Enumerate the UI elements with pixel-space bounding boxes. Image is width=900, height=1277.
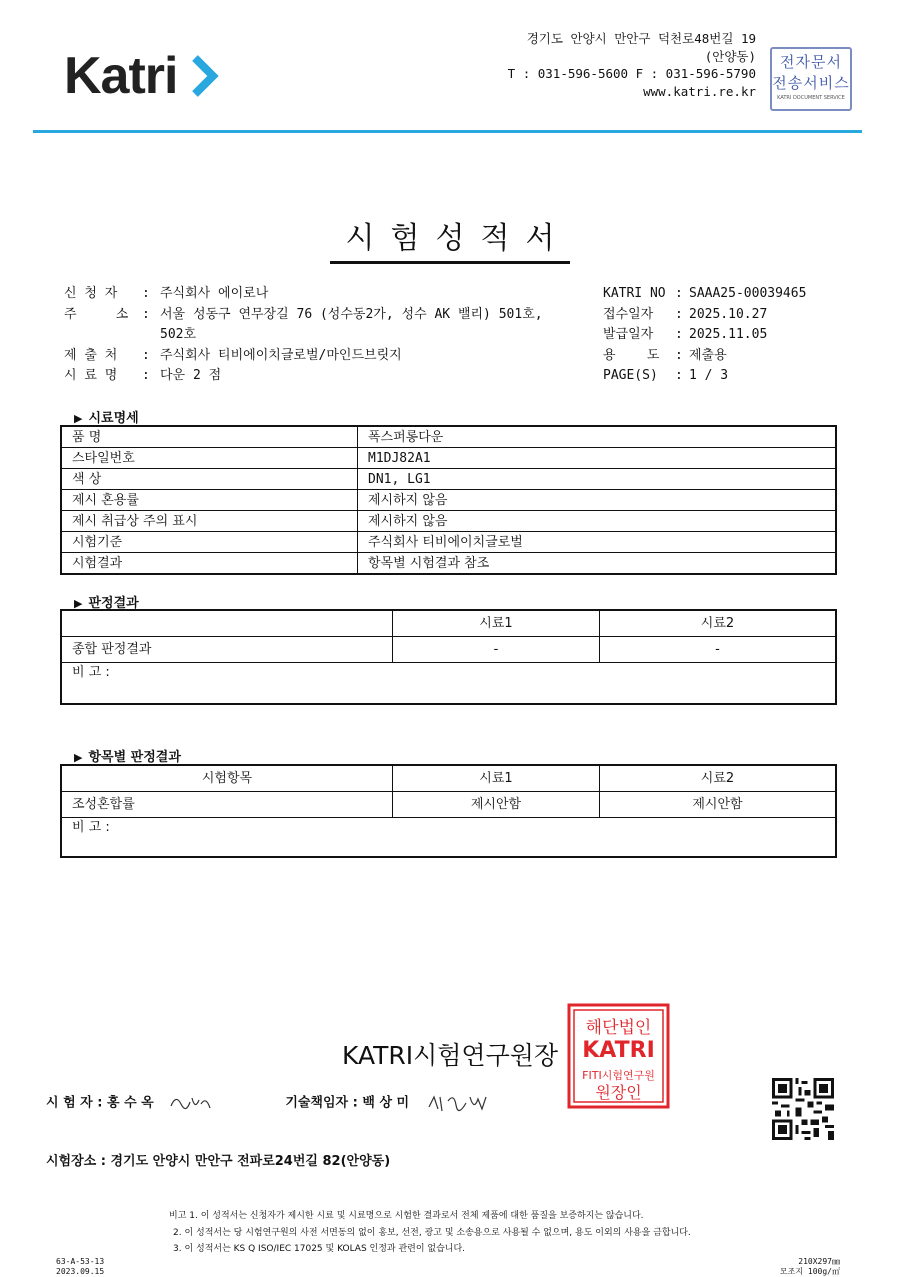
katri-logo	[64, 48, 219, 104]
logo-text: Katri	[64, 47, 178, 105]
section-title: 항목별 판정결과	[88, 750, 181, 765]
column-header: 시료1	[393, 610, 600, 636]
info-value: 주식회사 티비에이치글로벌/마인드브릿지	[160, 347, 402, 363]
report-info	[603, 284, 806, 387]
phone-line: T : 031-596-5600 F : 031-596-5790	[507, 66, 756, 81]
triangle-right-icon: ▶	[74, 412, 83, 425]
note-item: 2. 이 성적서는 당 시험연구원의 사전 서면동의 없이 홍보, 선전, 광고 및 소송용으로 사용될 수 없으며, 용도 이외의 사용을 금합니다.	[173, 1227, 691, 1238]
info-value: 제출용	[689, 347, 727, 363]
spec-value: 주식회사 티비에이치글로벌	[358, 532, 837, 553]
svg-text:해단법인: 해단법인	[585, 1018, 652, 1038]
table-row	[61, 636, 836, 662]
section-title: 시료명세	[88, 411, 139, 426]
table-header-row	[61, 765, 836, 791]
tester-label: 시 험 자 :	[46, 1095, 103, 1111]
info-label: KATRI NO	[603, 286, 666, 301]
svg-text:원장인: 원장인	[595, 1083, 642, 1102]
triangle-right-icon: ▶	[74, 751, 83, 764]
info-value: SAAA25-00039465	[689, 286, 807, 301]
spec-label: 제시 혼용률	[61, 490, 358, 511]
info-label: PAGE(S)	[603, 368, 658, 383]
info-row: KATRI NO : SAAA25-00039465	[603, 284, 806, 305]
table-row	[61, 791, 836, 817]
result-cell: -	[393, 636, 600, 662]
remarks-row	[61, 662, 836, 704]
judgement-table	[60, 609, 837, 705]
svg-text:FITI시험연구원: FITI시험연구원	[582, 1069, 655, 1082]
form-code	[56, 1257, 104, 1277]
table-row	[61, 490, 836, 511]
svg-text:KATRI: KATRI	[582, 1038, 655, 1063]
notes	[169, 1208, 691, 1258]
info-label: 제 출 처	[64, 347, 118, 363]
info-value: 주식회사 에이로나	[160, 286, 269, 301]
spec-value: 제시하지 않음	[358, 511, 837, 532]
header-divider	[33, 130, 862, 133]
spec-value: 제시하지 않음	[358, 490, 837, 511]
info-value: 다운 2 점	[160, 368, 222, 383]
spec-value: DN1, LG1	[358, 469, 837, 490]
table-row	[61, 426, 836, 448]
stamp-line: KATRI DOCUMENT SERVICE	[777, 95, 845, 101]
result-cell: -	[600, 636, 837, 662]
spec-label: 시험기준	[61, 532, 358, 553]
info-label: 용 도	[603, 347, 660, 363]
info-label: 신 청 자	[64, 286, 118, 301]
stamp-line: 전자문서	[780, 53, 842, 71]
info-value: 2025.11.05	[689, 327, 768, 342]
info-row: 신 청 자 : 주식회사 에이로나	[64, 284, 543, 305]
item-judgement-table	[60, 764, 837, 858]
info-row: 시 료 명 : 다운 2 점	[64, 366, 543, 387]
info-value: 서울 성동구 연무장길 76 (성수동2가, 성수 AK 밸리) 501호,	[160, 306, 543, 322]
note-item: 비고 1. 이 성적서는 신청자가 제시한 시료 및 시료명으로 시험한 결과로서 전체 제품에 대한 품질을 보증하지는 않습니다.	[169, 1211, 644, 1221]
tester-signature	[168, 1092, 214, 1114]
info-value: 1 / 3	[689, 368, 729, 383]
section-heading	[74, 746, 181, 765]
spec-label: 스타일번호	[61, 448, 358, 469]
company-address	[508, 30, 756, 100]
website: www.katri.re.kr	[643, 83, 756, 99]
note-item: 3. 이 성적서는 KS Q ISO/IEC 17025 및 KOLAS 인정과 관련이 없습니다.	[173, 1244, 466, 1254]
table-header-row	[61, 610, 836, 636]
applicant-info	[64, 284, 543, 387]
stamp-line: 전송서비스	[772, 74, 850, 92]
remarks-row	[61, 817, 836, 857]
row-label: 조성혼합률	[61, 791, 393, 817]
info-row: 발급일자 : 2025.11.05	[603, 325, 806, 346]
chevron-right-icon	[189, 54, 219, 98]
official-seal	[567, 1003, 670, 1109]
spec-label: 시험결과	[61, 553, 358, 575]
address-line: (안양동)	[704, 48, 756, 64]
info-row: 용 도 : 제출용	[603, 346, 806, 367]
e-document-stamp	[770, 47, 852, 111]
qr-code	[772, 1078, 834, 1140]
tech-manager-label: 기술책임자 :	[285, 1095, 358, 1111]
column-header	[61, 610, 393, 636]
remarks: 비 고 :	[61, 817, 836, 857]
triangle-right-icon: ▶	[74, 597, 83, 610]
tech-manager-signature	[426, 1091, 490, 1115]
remarks: 비 고 :	[61, 662, 836, 704]
column-header: 시료1	[393, 765, 600, 791]
result-cell: 제시안함	[393, 791, 600, 817]
column-header: 시료2	[600, 610, 837, 636]
organization-head: KATRI시험연구원장	[341, 1041, 559, 1070]
spec-label: 색 상	[61, 469, 358, 490]
sample-spec-table	[60, 425, 837, 575]
table-row	[61, 511, 836, 532]
table-row	[61, 553, 836, 575]
row-label: 종합 판정결과	[61, 636, 393, 662]
info-label: 시 료 명	[64, 368, 118, 383]
tech-manager-name: 백 상 미	[362, 1095, 410, 1111]
paper-weight: 모조지 100g/㎡	[779, 1267, 840, 1276]
section-title: 판정결과	[88, 596, 139, 611]
info-row: PAGE(S) : 1 / 3	[603, 366, 806, 387]
info-row: 주 소 : 서울 성동구 연무장길 76 (성수동2가, 성수 AK 밸리) 501호, 502호	[64, 305, 543, 346]
spec-label: 품 명	[61, 426, 358, 448]
form-code-number: 63-A-53-13	[56, 1257, 105, 1266]
table-row	[61, 448, 836, 469]
spec-label: 제시 취급상 주의 표시	[61, 511, 358, 532]
section-heading	[74, 407, 139, 426]
result-cell: 제시안함	[600, 791, 837, 817]
document-title: 시험성적서	[330, 213, 571, 264]
test-location: 시험장소 : 경기도 안양시 만안구 전파로24번길 82(안양동)	[46, 1154, 391, 1169]
info-label: 주 소	[64, 306, 129, 322]
info-row: 제 출 처 : 주식회사 티비에이치글로벌/마인드브릿지	[64, 346, 543, 367]
table-row	[61, 532, 836, 553]
tester-name: 홍 수 옥	[106, 1095, 154, 1111]
table-row	[61, 469, 836, 490]
address-line: 경기도 안양시 만안구 덕천로48번길 19	[526, 31, 756, 46]
signature-row	[46, 1091, 490, 1115]
info-label: 접수일자	[603, 306, 654, 322]
info-label: 발급일자	[603, 327, 654, 342]
paper-size: 210X297㎜	[798, 1257, 840, 1266]
spec-value: 항목별 시험결과 참조	[358, 553, 837, 575]
form-code-date: 2023.09.15	[56, 1267, 105, 1276]
column-header: 시험항목	[61, 765, 393, 791]
spec-value: 폭스퍼롱다운	[358, 426, 837, 448]
document-title-wrap	[0, 213, 900, 264]
info-row: 접수일자 : 2025.10.27	[603, 305, 806, 326]
spec-value: M1DJ82A1	[358, 448, 837, 469]
paper-spec	[780, 1257, 840, 1277]
column-header: 시료2	[600, 765, 837, 791]
info-value: 2025.10.27	[689, 306, 768, 322]
info-value: 502호	[160, 327, 197, 342]
